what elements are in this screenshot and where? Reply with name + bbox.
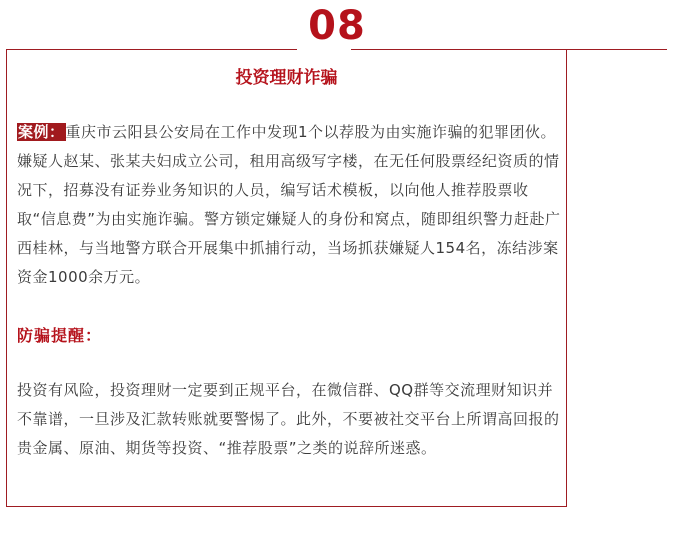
advice-heading: 防骗提醒：: [17, 326, 103, 345]
case-text: 重庆市云阳县公安局在工作中发现1个以荐股为由实施诈骗的犯罪团伙。嫌疑人赵某、张某夫妇成立公司，租用高级写字楼，在无任何股票经纪资质的情况下，招募没有证券业务知识的人员，编写话术模板，以向他人推荐股票收取“信息费”为由实施诈骗。警方锁定嫌疑人的身份和窝点，随即组织警力赶赴广西桂林，与当地警方联合开展集中抓捕行动，当场抓获嫌疑人154名，冻结涉案资金1000余万元。: [17, 123, 561, 286]
advice-paragraph: 投资有风险，投资理财一定要到正规平台，在微信群、QQ群等交流理财知识并不靠谱，一旦涉及汇款转账就要警惕了。此外，不要被社交平台上所谓高回报的贵金属、原油、期货等投资、“推荐股票”之类的说辞所迷惑。: [17, 381, 560, 457]
case-paragraph: [17, 118, 562, 292]
case-label: 案例：: [18, 123, 65, 141]
section-number: 08: [308, 3, 366, 49]
article-title: 投资理财诈骗: [235, 68, 338, 88]
